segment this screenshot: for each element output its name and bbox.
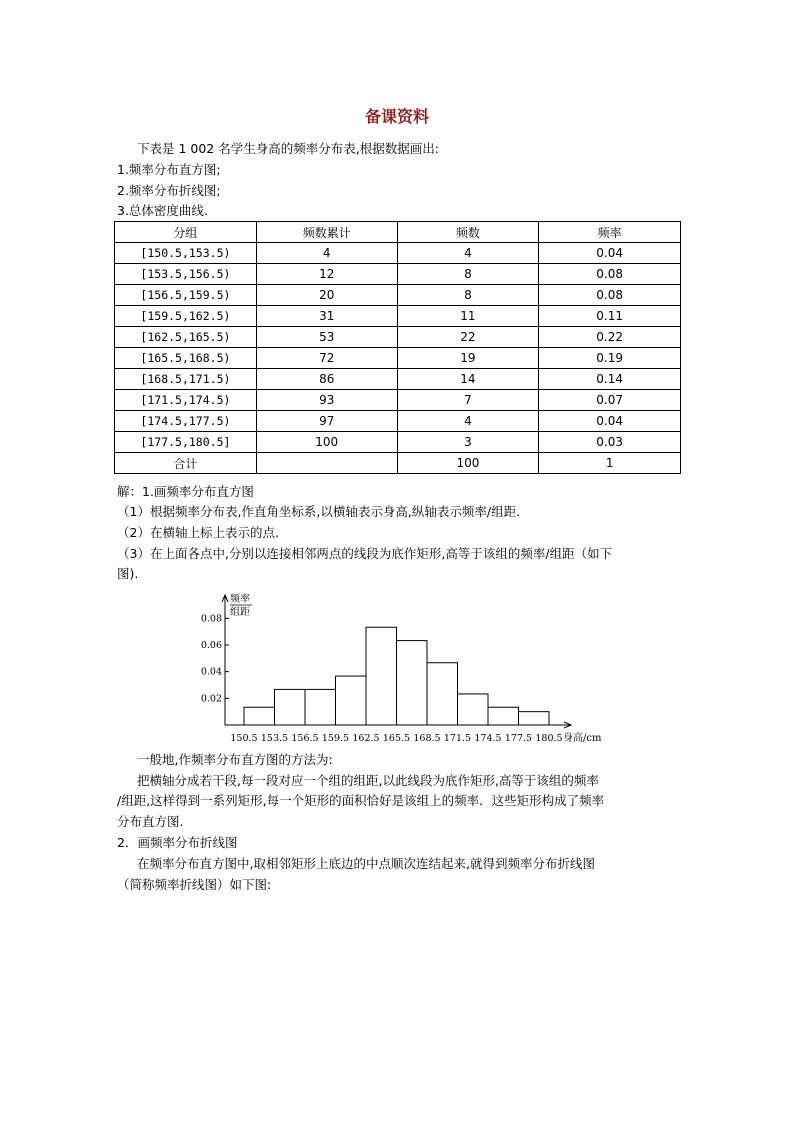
cell-group: [159.5,162.5) — [115, 306, 257, 327]
cell-count: 22 — [397, 327, 539, 348]
cell-group: [153.5,156.5) — [115, 264, 257, 285]
header-count: 频数 — [397, 222, 539, 243]
cell-cumulative: 31 — [256, 306, 397, 327]
cell-count: 4 — [397, 243, 539, 264]
table-row — [115, 306, 681, 327]
cell-cumulative: 100 — [256, 432, 397, 453]
cell-frequency: 0.04 — [539, 411, 681, 432]
x-tick-label: 159.5 — [321, 733, 350, 744]
paragraph-3-line-2: （简称频率折线图）如下图: — [117, 877, 272, 892]
table-row — [115, 348, 681, 369]
x-tick-label: 162.5 — [352, 733, 380, 744]
cell-group: [174.5,177.5) — [115, 411, 257, 432]
x-tick-label: 165.5 — [382, 733, 411, 744]
x-tick-label: 156.5 — [291, 733, 319, 744]
cell-cumulative: 20 — [256, 285, 397, 306]
table-row — [115, 411, 681, 432]
cell-frequency: 0.14 — [539, 369, 681, 390]
histogram-bar — [427, 663, 458, 725]
histogram-bar — [244, 707, 275, 725]
solution-heading: 解：1.画频率分布直方图 — [117, 484, 254, 499]
table-header-row — [115, 222, 681, 243]
x-tick-label: 168.5 — [413, 733, 441, 744]
page-title: 备课资料 — [364, 107, 429, 126]
cell-group: [162.5,165.5) — [115, 327, 257, 348]
table-row — [115, 390, 681, 411]
task-3: 3.总体密度曲线. — [117, 203, 208, 218]
cell-count: 3 — [397, 432, 539, 453]
cell-count: 14 — [397, 369, 539, 390]
cell-frequency: 0.08 — [539, 285, 681, 306]
cell-cumulative: 53 — [256, 327, 397, 348]
histogram-bar — [519, 712, 550, 725]
y-tick-label: 0.02 — [200, 693, 222, 705]
total-frequency: 1 — [539, 453, 681, 474]
cell-frequency: 0.04 — [539, 243, 681, 264]
task-2: 2.频率分布折线图; — [117, 183, 221, 198]
paragraph-2-line-1: 把横轴分成若干段,每一段对应一个组的组距,以此线段为底作矩形,高等于该组的频率 — [137, 773, 599, 788]
table-row — [115, 327, 681, 348]
histogram-bar — [458, 694, 489, 725]
y-tick-label: 0.06 — [200, 640, 222, 651]
table-row — [115, 264, 681, 285]
table-row — [115, 285, 681, 306]
cell-group: [177.5,180.5] — [115, 432, 257, 453]
cell-count: 19 — [397, 348, 539, 369]
frequency-table — [114, 221, 681, 474]
solution-step-2: （2）在横轴上标上表示的点. — [117, 525, 279, 540]
cell-frequency: 0.11 — [539, 306, 681, 327]
cell-count: 8 — [397, 285, 539, 306]
table-row — [115, 243, 681, 264]
y-tick-label: 0.08 — [200, 613, 222, 625]
x-tick-label: 150.5 — [230, 733, 258, 744]
cell-cumulative: 4 — [256, 243, 397, 264]
total-count: 100 — [397, 453, 539, 474]
header-cumulative: 频数累计 — [256, 222, 397, 243]
cell-frequency: 0.19 — [539, 348, 681, 369]
cell-frequency: 0.07 — [539, 390, 681, 411]
histogram-bar — [488, 707, 519, 725]
table-row — [115, 432, 681, 453]
histogram-bar — [336, 676, 367, 725]
cell-count: 4 — [397, 411, 539, 432]
total-label: 合计 — [115, 453, 257, 474]
x-tick-label: 153.5 — [260, 733, 289, 744]
solution-step-3-cont: 图). — [117, 566, 139, 581]
cell-count: 11 — [397, 306, 539, 327]
solution-step-3: （3）在上面各点中,分别以连接相邻两点的线段为底作矩形,高等于该组的频率/组距（如下 — [117, 546, 613, 561]
table-body — [115, 243, 681, 453]
cell-group: [156.5,159.5) — [115, 285, 257, 306]
cell-cumulative: 72 — [256, 348, 397, 369]
paragraph-1: 一般地,作频率分布直方图的方法为: — [137, 752, 333, 767]
paragraph-3-line-1: 在频率分布直方图中,取相邻矩形上底边的中点顺次连结起来,就得到频率分布折线图 — [137, 856, 595, 871]
total-cumulative — [256, 453, 397, 474]
cell-cumulative: 12 — [256, 264, 397, 285]
x-tick-label: 174.5 — [474, 733, 502, 744]
frequency-histogram — [195, 590, 605, 750]
y-axis-label-bottom: 组距 — [230, 607, 250, 618]
cell-frequency: 0.22 — [539, 327, 681, 348]
y-axis-label-top: 频率 — [230, 594, 250, 605]
cell-cumulative: 97 — [256, 411, 397, 432]
paragraph-2-line-2: /组距,这样得到一系列矩形,每一个矩形的面积恰好是该组上的频率．这些矩形构成了频率 — [117, 793, 605, 808]
cell-group: [150.5,153.5) — [115, 243, 257, 264]
histogram-bar — [397, 641, 428, 725]
task-1: 1.频率分布直方图; — [117, 162, 221, 177]
cell-cumulative: 93 — [256, 390, 397, 411]
cell-frequency: 0.03 — [539, 432, 681, 453]
histogram-bar — [305, 689, 336, 725]
cell-cumulative: 86 — [256, 369, 397, 390]
histogram-bar — [366, 627, 397, 725]
table-total-row — [115, 453, 681, 474]
cell-frequency: 0.08 — [539, 264, 681, 285]
histogram-bar — [275, 689, 306, 725]
x-tick-label: 180.5 — [535, 733, 563, 744]
table-row — [115, 369, 681, 390]
section-2-heading: 2．画频率分布折线图 — [117, 835, 238, 850]
intro-text: 下表是 1 002 名学生身高的频率分布表,根据数据画出: — [137, 141, 439, 156]
cell-count: 8 — [397, 264, 539, 285]
header-group: 分组 — [115, 222, 257, 243]
paragraph-2-line-3: 分布直方图. — [117, 814, 184, 829]
cell-count: 7 — [397, 390, 539, 411]
header-frequency: 频率 — [539, 222, 681, 243]
x-tick-label: 177.5 — [504, 733, 533, 744]
solution-step-1: （1）根据频率分布表,作直角坐标系,以横轴表示身高,纵轴表示频率/组距. — [117, 504, 521, 519]
x-axis-label: 身高/cm — [563, 733, 602, 744]
x-tick-label: 171.5 — [443, 733, 472, 744]
cell-group: [171.5,174.5) — [115, 390, 257, 411]
cell-group: [168.5,171.5) — [115, 369, 257, 390]
y-tick-label: 0.04 — [200, 666, 222, 678]
cell-group: [165.5,168.5) — [115, 348, 257, 369]
